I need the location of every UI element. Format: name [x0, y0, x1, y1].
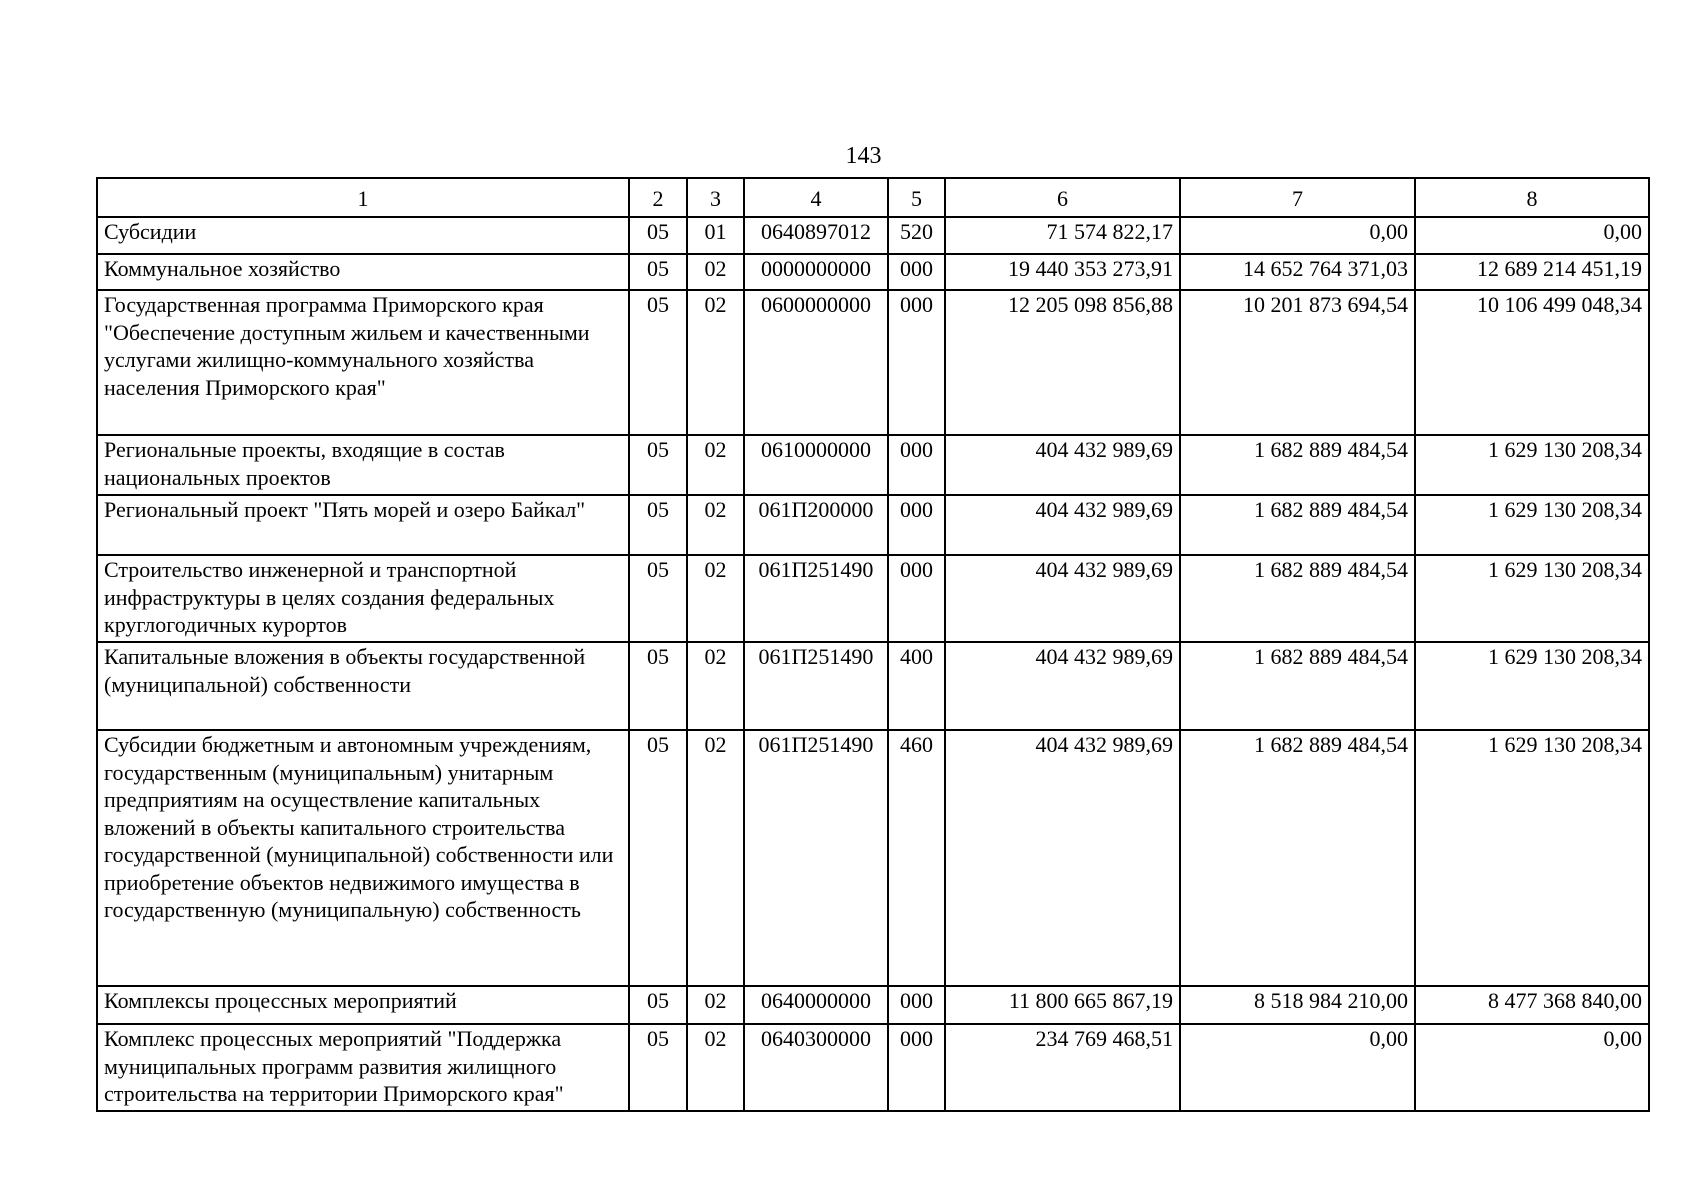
row-amount-col8: 1 629 130 208,34	[1415, 730, 1649, 986]
row-name: Комплексы процессных мероприятий	[97, 986, 629, 1024]
table-row	[97, 730, 1649, 986]
row-amount-col7: 1 682 889 484,54	[1180, 435, 1415, 495]
row-section: 05	[629, 435, 687, 495]
row-section: 05	[629, 217, 687, 254]
table-header	[97, 178, 1649, 217]
header-cell-4: 4	[744, 178, 888, 217]
row-amount-col8: 12 689 214 451,19	[1415, 254, 1649, 290]
row-amount-col6: 19 440 353 273,91	[945, 254, 1180, 290]
row-amount-col6: 404 432 989,69	[945, 435, 1180, 495]
row-expense-type: 000	[888, 495, 945, 555]
row-amount-col7: 8 518 984 210,00	[1180, 986, 1415, 1024]
row-subsection: 02	[687, 1024, 744, 1111]
table-row	[97, 495, 1649, 555]
row-target-code: 0600000000	[744, 290, 888, 435]
table-row	[97, 254, 1649, 290]
header-cell-6: 6	[945, 178, 1180, 217]
row-amount-col6: 404 432 989,69	[945, 495, 1180, 555]
row-name: Государственная программа Приморского края "Обеспечение доступным жильем и качественными услугами жилищно-коммунального хозяйства населения Приморского края"	[97, 290, 629, 435]
row-subsection: 02	[687, 986, 744, 1024]
row-target-code: 0640300000	[744, 1024, 888, 1111]
row-amount-col8: 1 629 130 208,34	[1415, 642, 1649, 730]
row-expense-type: 520	[888, 217, 945, 254]
header-cell-7: 7	[1180, 178, 1415, 217]
row-expense-type: 000	[888, 435, 945, 495]
row-amount-col6: 404 432 989,69	[945, 555, 1180, 642]
budget-table	[96, 177, 1650, 1112]
row-expense-type: 000	[888, 1024, 945, 1111]
table-row	[97, 555, 1649, 642]
row-target-code: 061П251490	[744, 642, 888, 730]
row-amount-col6: 234 769 468,51	[945, 1024, 1180, 1111]
header-row	[97, 178, 1649, 217]
row-amount-col6: 12 205 098 856,88	[945, 290, 1180, 435]
row-name: Комплекс процессных мероприятий "Поддержка муниципальных программ развития жилищного строительства на территории Приморского края"	[97, 1024, 629, 1111]
row-amount-col7: 1 682 889 484,54	[1180, 730, 1415, 986]
row-name: Капитальные вложения в объекты государственной (муниципальной) собственности	[97, 642, 629, 730]
header-cell-8: 8	[1415, 178, 1649, 217]
row-target-code: 0000000000	[744, 254, 888, 290]
row-subsection: 01	[687, 217, 744, 254]
row-amount-col6: 404 432 989,69	[945, 730, 1180, 986]
row-section: 05	[629, 254, 687, 290]
row-section: 05	[629, 986, 687, 1024]
row-amount-col6: 11 800 665 867,19	[945, 986, 1180, 1024]
table-body	[97, 217, 1649, 1111]
row-section: 05	[629, 642, 687, 730]
row-subsection: 02	[687, 642, 744, 730]
row-amount-col8: 0,00	[1415, 217, 1649, 254]
page-number: 143	[845, 143, 882, 169]
row-amount-col7: 1 682 889 484,54	[1180, 495, 1415, 555]
row-amount-col8: 1 629 130 208,34	[1415, 495, 1649, 555]
row-amount-col7: 14 652 764 371,03	[1180, 254, 1415, 290]
row-expense-type: 000	[888, 555, 945, 642]
row-amount-col6: 71 574 822,17	[945, 217, 1180, 254]
row-name: Субсидии бюджетным и автономным учреждениям, государственным (муниципальным) унитарным предприятиям на осуществление капитальных вложений в объекты капитального строительства государственной (муниципальной) собственности или приобретение объектов недвижимого имущества в государственную (муниципальную) собственность	[97, 730, 629, 986]
row-amount-col7: 0,00	[1180, 1024, 1415, 1111]
row-section: 05	[629, 555, 687, 642]
row-name: Коммунальное хозяйство	[97, 254, 629, 290]
row-amount-col8: 10 106 499 048,34	[1415, 290, 1649, 435]
table-row	[97, 217, 1649, 254]
table-row	[97, 290, 1649, 435]
row-amount-col8: 1 629 130 208,34	[1415, 555, 1649, 642]
row-expense-type: 000	[888, 290, 945, 435]
row-expense-type: 400	[888, 642, 945, 730]
row-subsection: 02	[687, 555, 744, 642]
row-subsection: 02	[687, 290, 744, 435]
row-name: Региональные проекты, входящие в состав национальных проектов	[97, 435, 629, 495]
row-subsection: 02	[687, 730, 744, 986]
row-name: Региональный проект "Пять морей и озеро Байкал"	[97, 495, 629, 555]
row-amount-col7: 1 682 889 484,54	[1180, 642, 1415, 730]
table-row	[97, 642, 1649, 730]
row-subsection: 02	[687, 254, 744, 290]
table-row	[97, 986, 1649, 1024]
row-target-code: 0610000000	[744, 435, 888, 495]
row-expense-type: 460	[888, 730, 945, 986]
table-row	[97, 1024, 1649, 1111]
table-row	[97, 435, 1649, 495]
row-section: 05	[629, 290, 687, 435]
row-subsection: 02	[687, 435, 744, 495]
header-cell-3: 3	[687, 178, 744, 217]
row-section: 05	[629, 495, 687, 555]
row-expense-type: 000	[888, 254, 945, 290]
row-name: Субсидии	[97, 217, 629, 254]
header-cell-1: 1	[97, 178, 629, 217]
row-target-code: 061П251490	[744, 730, 888, 986]
row-target-code: 0640897012	[744, 217, 888, 254]
row-section: 05	[629, 1024, 687, 1111]
header-cell-5: 5	[888, 178, 945, 217]
row-target-code: 061П251490	[744, 555, 888, 642]
row-amount-col8: 1 629 130 208,34	[1415, 435, 1649, 495]
row-amount-col7: 0,00	[1180, 217, 1415, 254]
row-target-code: 0640000000	[744, 986, 888, 1024]
row-amount-col7: 10 201 873 694,54	[1180, 290, 1415, 435]
row-section: 05	[629, 730, 687, 986]
row-subsection: 02	[687, 495, 744, 555]
row-amount-col7: 1 682 889 484,54	[1180, 555, 1415, 642]
row-amount-col6: 404 432 989,69	[945, 642, 1180, 730]
row-expense-type: 000	[888, 986, 945, 1024]
header-cell-2: 2	[629, 178, 687, 217]
row-target-code: 061П200000	[744, 495, 888, 555]
row-name: Строительство инженерной и транспортной инфраструктуры в целях создания федеральных круглогодичных курортов	[97, 555, 629, 642]
row-amount-col8: 8 477 368 840,00	[1415, 986, 1649, 1024]
row-amount-col8: 0,00	[1415, 1024, 1649, 1111]
